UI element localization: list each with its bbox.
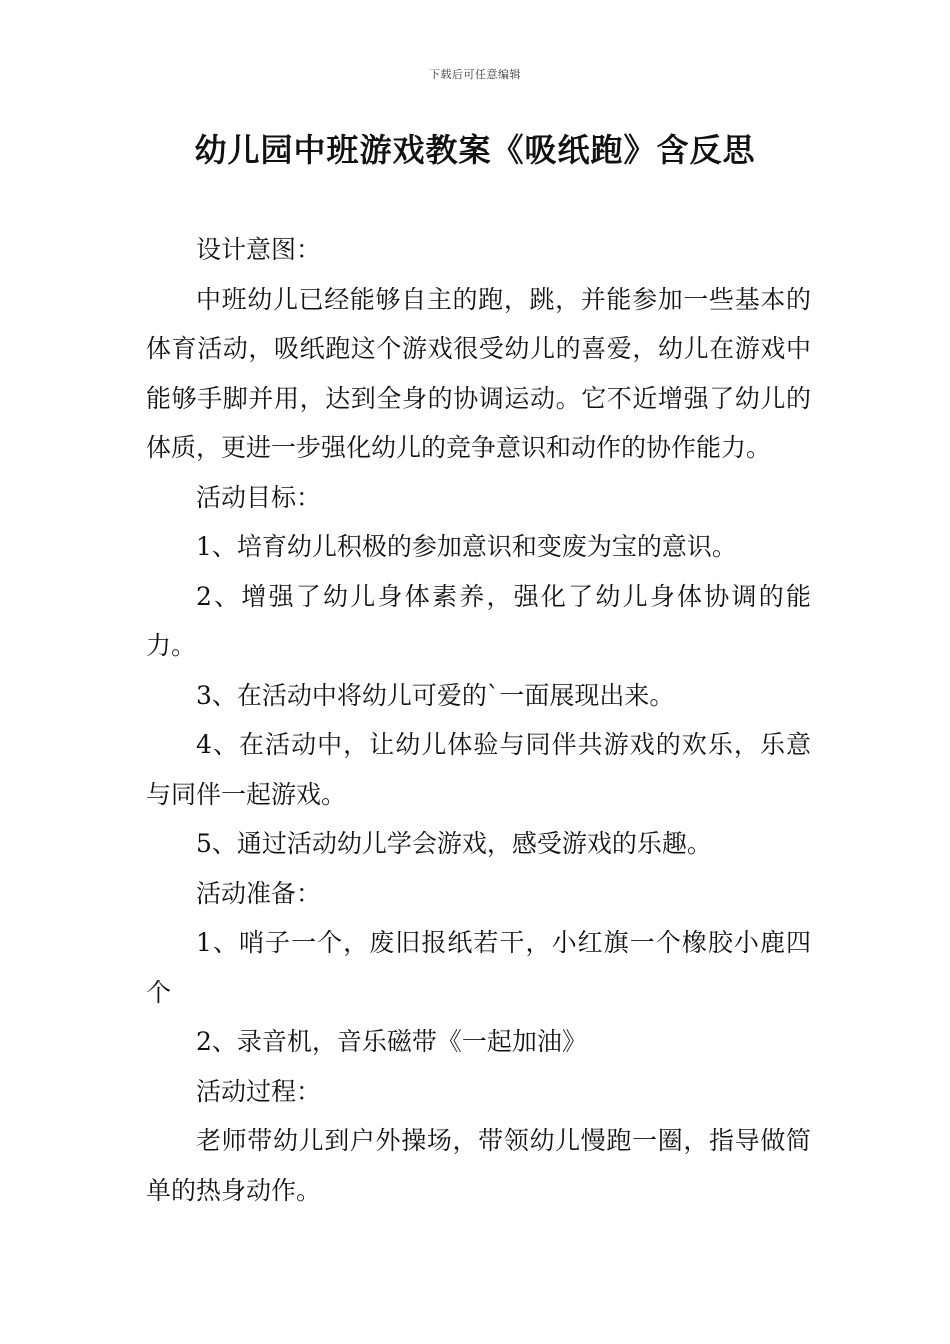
goal-item-4: 4、在活动中，让幼儿体验与同伴共游戏的欢乐，乐意与同伴一起游戏。 [146, 730, 811, 809]
goal-item-5: 5、通过活动幼儿学会游戏，感受游戏的乐趣。 [196, 829, 712, 858]
goal-item-1: 1、培育幼儿积极的参加意识和变废为宝的意识。 [196, 532, 737, 561]
goal-item-2: 2、增强了幼儿身体素养，强化了幼儿身体协调的能力。 [146, 581, 811, 660]
section-heading-process: 活动过程： [196, 1076, 322, 1106]
section-heading-preparation: 活动准备： [196, 878, 322, 908]
section-heading-goals: 活动目标： [196, 482, 322, 512]
header-note: 下载后可任意编辑 [429, 68, 521, 81]
document-title: 幼儿园中班游戏教案《吸纸跑》含反思 [194, 131, 756, 169]
section-heading-design-intent: 设计意图： [196, 235, 322, 264]
paragraph-process: 老师带幼儿到户外操场，带领幼儿慢跑一圈，指导做简单的热身动作。 [146, 1126, 811, 1205]
preparation-item-2: 2、录音机，音乐磁带《一起加油》 [196, 1027, 587, 1056]
paragraph-design-intent: 中班幼儿已经能够自主的跑，跳，并能参加一些基本的体育活动，吸纸跑这个游戏很受幼儿的喜爱，幼儿在游戏中能够手脚并用，达到全身的协调运动。它不近增强了幼儿的体质，更进一步强化幼儿的竞争意识和动作的协作能力。 [146, 284, 811, 462]
preparation-item-1: 1、哨子一个，废旧报纸若干，小红旗一个橡胶小鹿四个 [146, 928, 811, 1007]
document-body [146, 225, 811, 1215]
goal-item-3: 3、在活动中将幼儿可爱的`一面展现出来。 [196, 680, 675, 710]
